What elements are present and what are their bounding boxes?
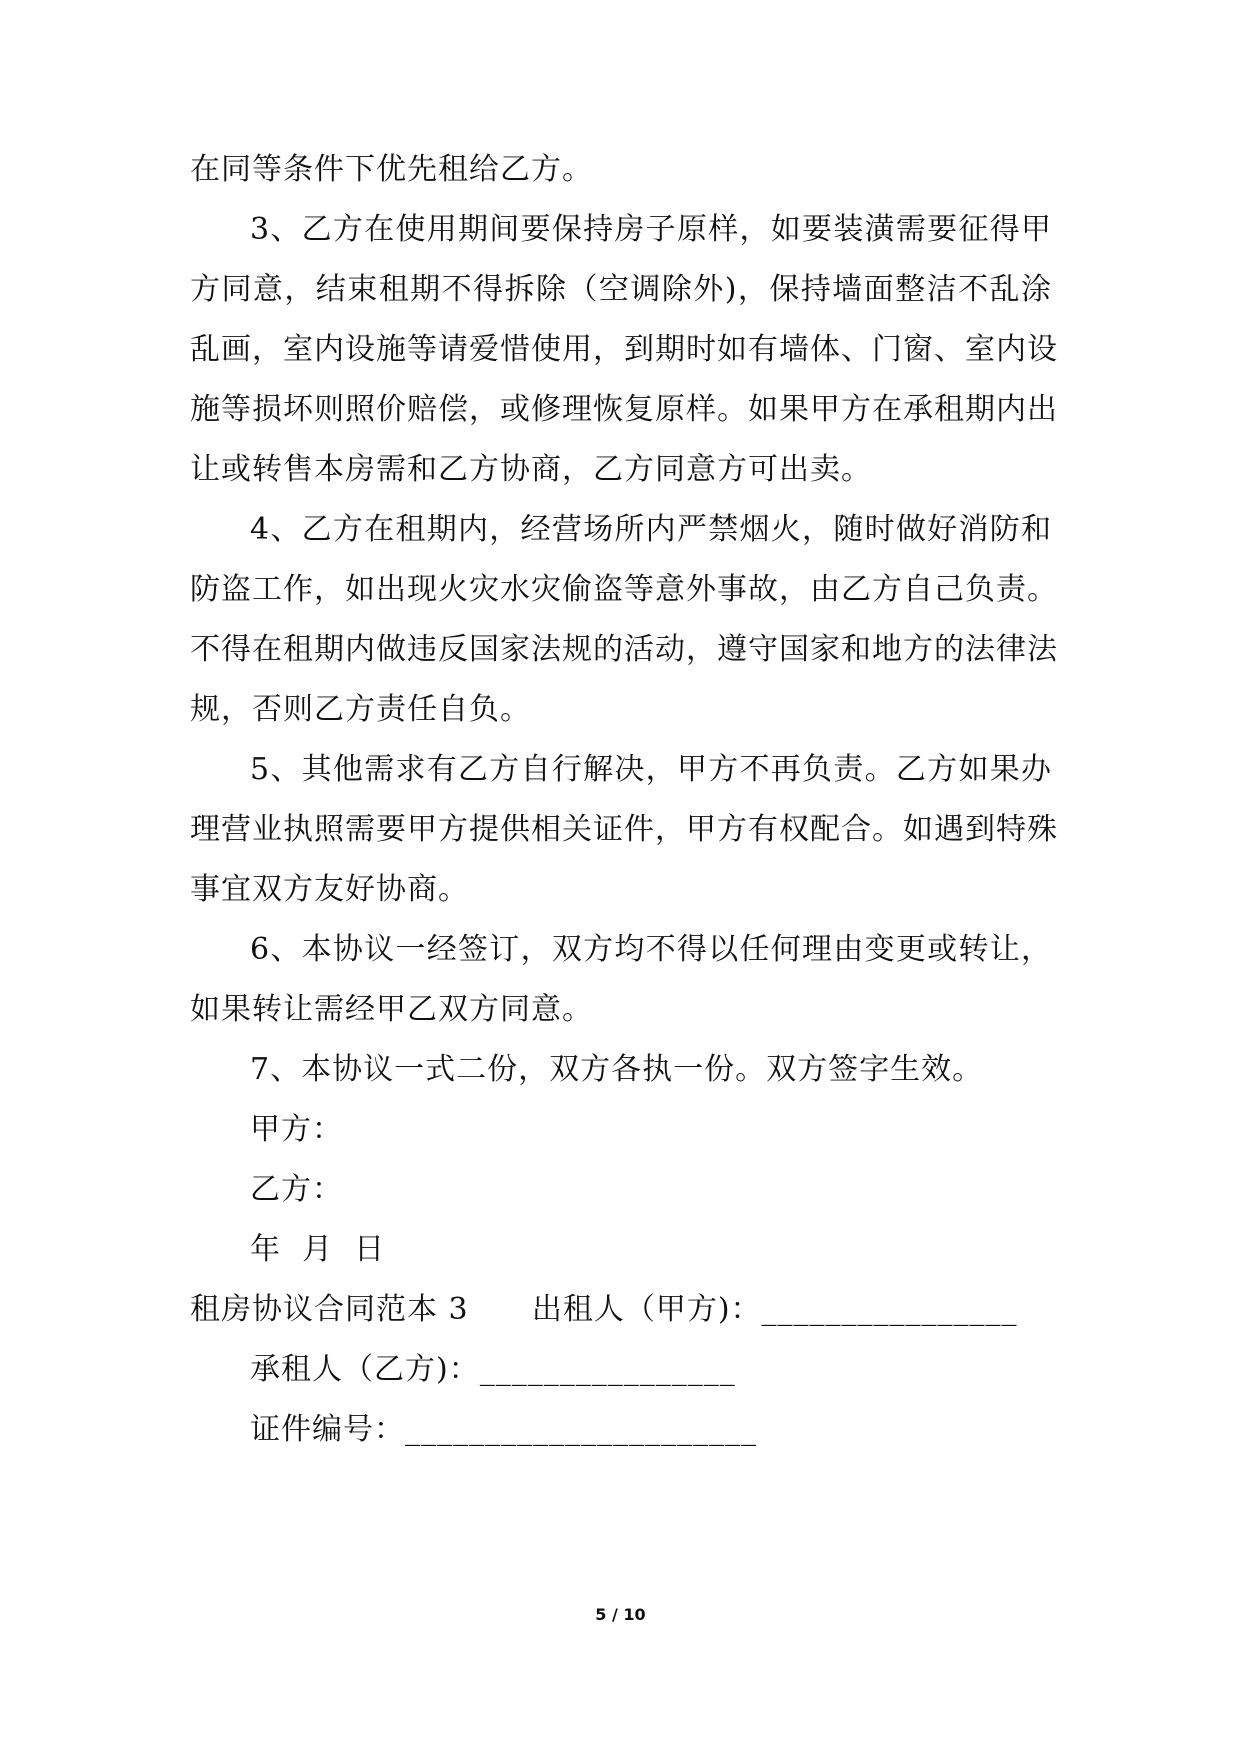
paragraph-line: 事宜双方友好协商。	[190, 872, 469, 907]
paragraph-line: 7、本协议一式二份，双方各执一份。双方签字生效。	[250, 1052, 984, 1087]
party-a-signature-label: 甲方：	[250, 1112, 343, 1147]
paragraph-line: 让或转售本房需和乙方协商，乙方同意方可出卖。	[190, 452, 872, 487]
page-number: 5 / 10	[595, 1605, 646, 1624]
date-label: 年 月 日	[250, 1232, 386, 1267]
id-number-field-line: 证件编号：______________________	[250, 1412, 757, 1447]
paragraph-line: 在同等条件下优先租给乙方。	[190, 152, 593, 187]
paragraph-line: 方同意，结束租期不得拆除（空调除外)，保持墙面整洁不乱涂	[190, 272, 1052, 307]
paragraph-line: 3、乙方在使用期间要保持房子原样，如要装潢需要征得甲	[250, 212, 1052, 247]
paragraph-line: 6、本协议一经签订，双方均不得以任何理由变更或转让，	[250, 932, 1052, 967]
paragraph-line: 5、其他需求有乙方自行解决，甲方不再负责。乙方如果办	[250, 752, 1052, 787]
paragraph-line: 4、乙方在租期内，经营场所内严禁烟火，随时做好消防和	[250, 512, 1052, 547]
paragraph-line: 规，否则乙方责任自负。	[190, 692, 531, 727]
lessee-field-line: 承租人（乙方)：________________	[250, 1352, 736, 1387]
paragraph-line: 如果转让需经甲乙双方同意。	[190, 992, 593, 1027]
party-b-signature-label: 乙方：	[250, 1172, 343, 1207]
paragraph-line: 不得在租期内做违反国家法规的活动，遵守国家和地方的法律法	[190, 632, 1058, 667]
paragraph-line: 施等损坏则照价赔偿，或修理恢复原样。如果甲方在承租期内出	[190, 392, 1058, 427]
paragraph-line: 防盗工作，如出现火灾水灾偷盗等意外事故，由乙方自己负责。	[190, 572, 1058, 607]
section-title-line: 租房协议合同范本 3 出租人（甲方)：________________	[190, 1292, 1018, 1327]
paragraph-line: 乱画，室内设施等请爱惜使用，到期时如有墙体、门窗、室内设	[190, 332, 1058, 367]
paragraph-line: 理营业执照需要甲方提供相关证件，甲方有权配合。如遇到特殊	[190, 812, 1058, 847]
